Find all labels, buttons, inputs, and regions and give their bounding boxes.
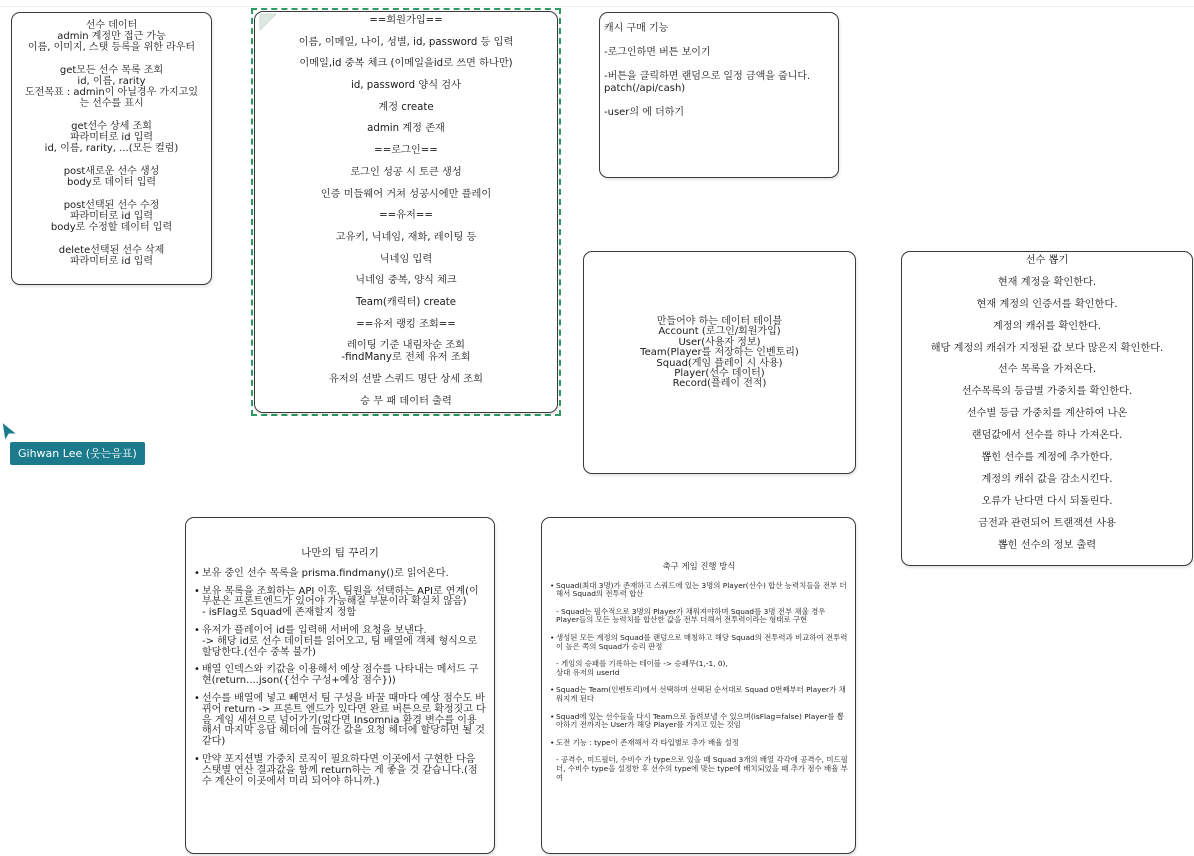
cash-line: patch(/api/cash) [604,83,686,94]
signup-line: 유저의 선발 스쿼드 명단 상세 조회 [329,374,483,385]
player-route-line: body로 데이터 입력 [66,177,157,188]
table-line: 만들어야 하는 데이터 테이블 [656,316,783,327]
player-route-line: delete선택된 선수 삭제 [58,245,165,256]
cash-line: -user의 에 더하기 [604,107,685,118]
player-route-line: 는 선수를 표시 [79,98,144,109]
game-bullet [550,713,848,730]
signup-line: Team(캐릭터) create [356,296,456,308]
signup-line: 로그인 성공 시 토큰 생성 [350,166,462,178]
sticky-note-signup[interactable] [254,11,558,413]
table-line: Squad(게임 플레이 시 사용) [656,357,783,369]
team-bullet-text: • 선수를 배열에 넣고 빼면서 팀 구성을 바꿀 때마다 예상 점수도 바뀌어 return -> 프론트 엔드가 있다면 완료 버튼으로 확정짓고 다음 게임 세션으로 넘어가기(없다면 Insomnia 환경 변수를 이용해서 마지막 응답 헤더에 들어간 값을 요청 헤더에 할당하면 될 것 같다) [202,692,486,748]
gacha-step: 오류가 난다면 다시 되돌린다. [981,495,1113,507]
team-bullet [194,755,486,787]
player-route-line: 파라미터로 id 입력 [69,211,154,222]
sticky-note-soccer-game[interactable] [541,517,856,854]
player-route-line: 선수 데이터 [85,20,138,31]
game-bullet-list [550,582,848,783]
gacha-step: 선수 목록을 가져온다. [997,364,1097,376]
player-route-line: post새로운 선수 생성 [63,166,160,177]
signup-line: ==로그인== [374,145,438,157]
canvas-top-divider [0,6,1194,7]
signup-line: -findMany로 전체 유저 조회 [341,352,471,364]
signup-line: 고유키, 닉네임, 재화, 레이팅 등 [335,231,477,243]
team-bullet-text: • 유저가 플레이어 id를 입력해 서버에 요청을 보낸다. [202,624,427,636]
gacha-step: 계정의 캐쉬 값을 감소시킨다. [981,473,1113,485]
gacha-step: 뽑힌 선수의 정보 출력 [997,539,1097,551]
game-bullet-text: • Squad(최대 3명)가 존재하고 스쿼드에 있는 3명의 Player(선수) 합산 능력치들을 전부 더해서 Squad의 전투력 합산 [556,580,847,599]
game-bullet-text: 상대 유저의 userId [556,667,620,677]
gacha-step: 선수 뽑기 [1025,255,1069,266]
player-route-block [12,166,211,188]
game-bullet-text: • Squad에 있는 선수들을 다시 Team으로 돌려보낼 수 있으며(isFlag=false) Player를 뽑아하기 전까지는 User가 해당 Player를 가지고 있는 것임 [556,711,844,730]
player-route-line: get선수 상세 조회 [71,121,152,132]
gacha-step: 현재 계정을 확인한다. [997,276,1097,288]
table-line: Record(플레이 전적) [672,378,767,390]
table-line: Player(선수 데이터) [674,368,765,380]
gacha-step: 랜덤값에서 선수를 하나 가져온다. [971,430,1123,442]
game-title: 축구 게임 진행 방식 [662,561,736,571]
collaborator-cursor-icon [1,421,19,443]
cash-title: 캐시 구매 기능 [604,23,669,34]
game-bullet [550,582,848,625]
game-bullet-text: - 공격수, 미드필더, 수비수 가 type으로 있을 때 Squad 3개의 배열 각각에 공격수, 미드필더, 수비수 type을 설정한 후 선수의 type에 맞는 type에 배치되었을 때 추가 점수 배율 부여 [556,755,848,782]
player-route-line: 도전목표 : admin이 아닐경우 가지고있 [25,87,198,98]
game-bullet-text: • Squad는 Team(인벤토리)에서 선택하며 선택된 순서대로 Squad 0번째부터 Player가 채워지게 된다 [556,685,846,703]
player-route-block [12,65,211,109]
signup-line: ==유저 랭킹 조회== [356,318,456,330]
player-route-block [12,20,211,53]
gacha-step: 선수별 등급 가중치를 계산하여 나온 [966,408,1128,420]
signup-line: 이메일,id 중복 체크 (이메일을id로 쓰면 하나만) [299,58,513,70]
table-line: Account (로그인/회원가입) [658,326,781,338]
signup-line: 닉네임 입력 [379,253,433,265]
player-route-block [12,121,211,154]
player-route-line: 이름, 이미지, 스탯 등록을 위한 라우터 [27,42,196,53]
team-bullet-text: • 배열 인덱스와 키값을 이용해서 예상 점수를 나타내는 메서드 구현(return....json({선수 구성+예상 점수})) [202,664,479,687]
sticky-note-my-team[interactable] [185,517,495,854]
signup-line: 승 무 패 데이터 출력 [360,395,452,407]
signup-line: 인증 미들웨어 거쳐 성공시에만 플레이 [320,188,492,200]
player-route-line: id, 이름, rarity, ...(모든 컬럼) [44,143,179,154]
player-route-block [12,245,211,267]
gacha-step: 뽑힌 선수를 계정에 추가한다. [981,452,1113,464]
collaborator-name-tag: Gihwan Lee (웃는음표) [10,442,145,465]
player-route-line: 파라미터로 id 입력 [69,256,154,267]
game-bullet-text: • 도전 기능 : type이 존재해서 각 타입별로 추가 배율 설정 [556,737,739,747]
player-route-line: admin 계정만 접근 가능 [57,31,166,42]
team-bullet [194,626,486,658]
sticky-note-player-data[interactable] [11,12,212,285]
player-route-line: 파라미터로 id 입력 [69,132,154,143]
signup-line: ==유저== [379,210,433,222]
game-bullet-text: - 게임의 승패를 기록하는 테이블 -> 승패무(1,-1, 0), [556,659,728,669]
team-bullet [194,587,486,619]
gacha-step: 현재 계정의 인증서를 확인한다. [976,298,1118,310]
game-bullet-text: • 생성된 모든 계정의 Squad를 랜덤으로 매칭하고 해당 Squad의 전투력과 비교하여 전투력이 높은 쪽의 Squad가 승리 판정 [556,632,848,651]
team-bullet [194,665,486,687]
team-bullet-text: • 만약 포지션별 가중치 로직이 필요하다면 이곳에서 구현한 다음 스탯별 연산 결과값을 함께 return하는 게 좋을 것 같습니다.(점수 계산이 이곳에서 미리 되어야 하니까.) [202,753,478,787]
signup-line: 이름, 이메일, 나이, 성별, id, password 등 입력 [298,36,514,48]
player-route-line: get모든 선수 목록 조회 [59,65,164,76]
cash-line: -로그인하면 버튼 보이기 [604,47,711,58]
sticky-note-player-gacha[interactable] [901,251,1193,566]
team-bullet [194,694,486,748]
signup-line: admin 계정 존재 [367,123,445,135]
signup-line-group [255,340,557,364]
team-bullet-list [194,569,486,788]
game-bullet [550,634,848,677]
team-bullet-text: • 보유 목록을 조회하는 API 이후, 팀원을 선택하는 API로 연계(이 부분은 프론트엔드가 있어야 가능해질 부분이라 확실치 않음) [202,585,479,608]
sticky-note-data-tables[interactable] [583,251,856,474]
team-bullet-text: - isFlag로 Squad에 존재할지 정함 [202,607,357,619]
signup-line: 닉네임 중복, 양식 체크 [355,275,457,287]
signup-line: 계정 create [378,101,434,113]
gacha-step: 선수목록의 등급별 가중치를 확인한다. [961,386,1133,398]
gacha-step: 금전과 관련되어 트랜잭션 사용 [978,517,1116,529]
player-route-line: post선택된 선수 수정 [63,200,160,211]
sticky-note-cash[interactable] [599,12,839,178]
game-bullet [550,686,848,703]
game-bullet-text: - Squad는 필수적으로 3명의 Player가 채워져야하며 Squad를 3명 전부 채울 경우 Player들의 모든 능력치를 합산한 값을 전부 더해서 전투력이라는 형태로 구현 [556,606,826,625]
gacha-step: 계정의 캐쉬를 확인한다. [992,320,1102,332]
player-route-block [12,200,211,233]
signup-line: 레이팅 기준 내림차순 조회 [347,340,465,352]
cash-line: -버튼을 클릭하면 랜덤으로 일정 금액을 줍니다. [604,71,811,82]
signup-line: id, password 양식 검사 [351,80,461,92]
signup-line: ==회원가입== [369,15,443,26]
player-route-line: body로 수정할 데이터 입력 [50,222,173,233]
resize-handle-icon[interactable] [259,13,277,31]
team-title: 나만의 팀 꾸리기 [301,547,379,559]
team-bullet-text: -> 해당 id로 선수 데이터를 읽어오고, 팀 배열에 객체 형식으로 할당한다.(선수 중복 불가) [202,635,478,658]
table-line: User(사용자 정보) [678,336,761,348]
team-bullet [194,569,486,580]
table-line: Team(Player를 저장하는 인벤토리) [640,347,799,359]
gacha-step: 해당 계정의 캐쉬가 지정된 값 보다 많은지 확인한다. [930,342,1164,354]
player-route-line: id, 이름, rarity [77,76,146,87]
team-bullet-text: • 보유 중인 선수 목록을 prisma.findmany()로 읽어온다. [202,567,449,579]
game-bullet [550,739,848,782]
